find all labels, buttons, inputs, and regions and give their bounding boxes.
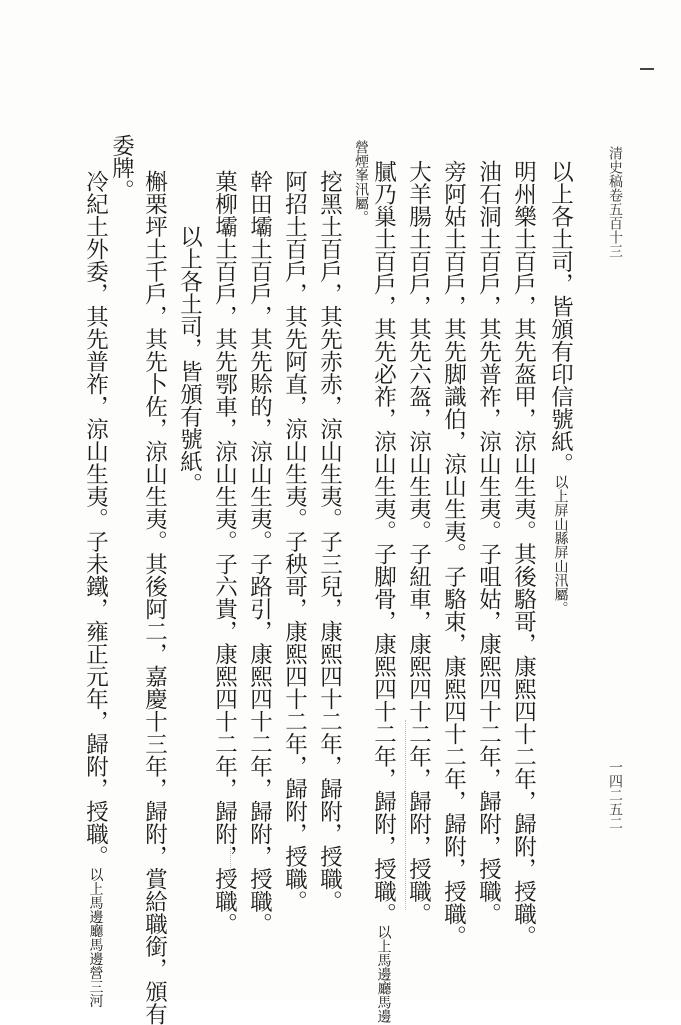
column-10-main: 菓柳壩土百戶，其先鄂車，涼山生夷。子六貴，康熙四十二年，歸附，授職。 bbox=[211, 170, 238, 935]
column-1-note: 以上屏山縣屏山汛屬。 bbox=[552, 475, 569, 615]
page-number: 一四二五二 bbox=[607, 760, 623, 830]
column-12-main: 槲栗坪土千戶，其先卜佐，涼山生夷。其後阿二，嘉慶十三年，歸附，賞給職銜，頒有 bbox=[141, 170, 168, 1025]
text-column-5 bbox=[407, 160, 430, 925]
column-4-main: 旁阿姑土百戶，其先脚識伯，涼山生夷。子駱束，康熙四十二年，歸附，授職。 bbox=[440, 160, 467, 948]
text-column-2 bbox=[512, 160, 535, 948]
text-column-6 bbox=[372, 160, 395, 1023]
column-9-main: 幹田壩土百戶，其先賒的，涼山生夷。子路引，康熙四十二年，歸附，授職。 bbox=[246, 170, 273, 935]
column-6-main: 膩乃巢土百戶，其先必祚，涼山生夷。子脚骨，康熙四十二年，歸附，授職。 bbox=[370, 160, 397, 925]
column-14-note: 以上馬邊廳馬邊營三河 bbox=[87, 867, 104, 1008]
column-11-main: 以上各土司，皆頒有號紙。 bbox=[176, 225, 203, 495]
text-column-13 bbox=[110, 134, 133, 202]
column-14-main: 冷紀土外委，其先普祚，涼山生夷。子未鐵，雍正元年，歸附，授職。 bbox=[82, 170, 109, 868]
running-title: 清史稿卷五百十三 bbox=[607, 146, 623, 258]
text-column-7 bbox=[318, 170, 341, 913]
scan-artifact bbox=[230, 840, 231, 900]
column-7-main: 挖黑土百戶，其先赤赤，涼山生夷。子三兒，康熙四十二年，歸附，授職。 bbox=[316, 170, 343, 913]
text-column-6-note-cont: 營煙峯汛屬。 bbox=[353, 140, 369, 224]
text-column-1 bbox=[549, 160, 572, 615]
text-column-3 bbox=[477, 160, 500, 925]
text-column-11 bbox=[178, 225, 201, 495]
column-1-main: 以上各土司，皆頒有印信號紙。 bbox=[547, 160, 574, 475]
text-column-14 bbox=[84, 170, 107, 1008]
text-column-10 bbox=[213, 170, 236, 935]
text-column-9 bbox=[248, 170, 271, 935]
column-13-main: 委牌。 bbox=[108, 134, 135, 202]
scan-artifact bbox=[405, 720, 406, 910]
text-column-4 bbox=[442, 160, 465, 948]
column-3-main: 油石洞土百戶，其先普祚，涼山生夷。子咀姑，康熙四十二年，歸附，授職。 bbox=[475, 160, 502, 925]
column-2-main: 明州樂土百戶，其先盔甲，涼山生夷。其後駱哥，康熙四十二年，歸附，授職。 bbox=[510, 160, 537, 948]
column-8-main: 阿招土百戶，其先阿直，涼山生夷。子秧哥，康熙四十二年，歸附，授職。 bbox=[281, 170, 308, 913]
page-mark bbox=[640, 68, 654, 70]
column-6-note: 以上馬邊廳馬邊 bbox=[375, 925, 392, 1023]
column-5-main: 大羊腸土百戶，其先六盔，涼山生夷。子紐車，康熙四十二年，歸附，授職。 bbox=[405, 160, 432, 925]
text-column-8 bbox=[283, 170, 306, 913]
text-column-12 bbox=[143, 170, 166, 1025]
